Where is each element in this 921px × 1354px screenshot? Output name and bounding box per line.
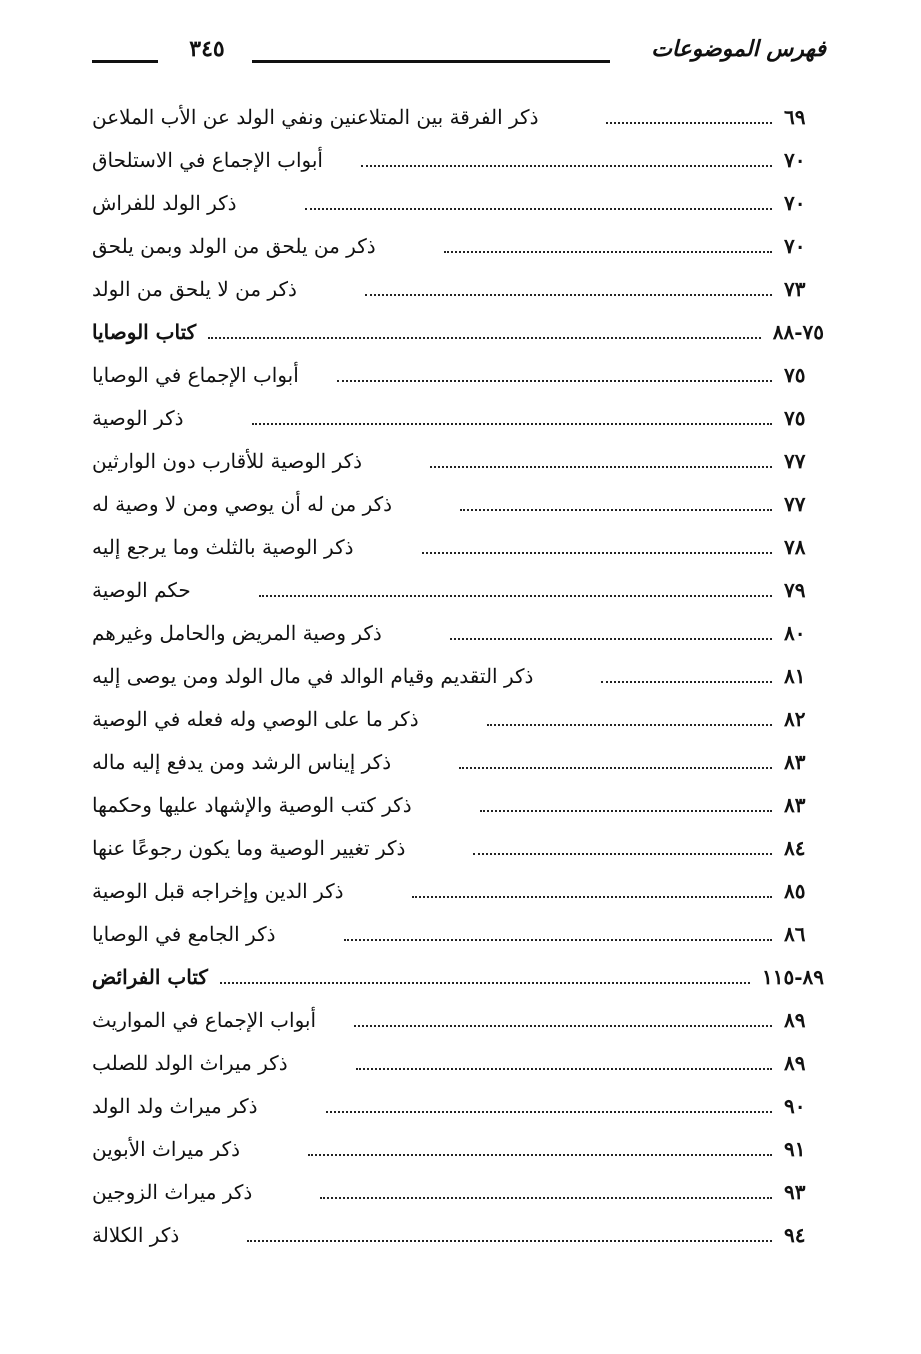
toc-entry (92, 870, 824, 913)
toc-entry-title: كتاب الوصايا (92, 320, 197, 344)
toc-entry-page: ٨٦ (784, 922, 806, 946)
toc-entry (92, 741, 824, 784)
dot-leader (326, 1111, 772, 1113)
toc-book-heading (92, 311, 824, 354)
toc-book-heading (92, 956, 824, 999)
toc-entry-title: ذكر كتب الوصية والإشهاد عليها وحكمها (92, 793, 412, 817)
toc-entry-page: ٧٣ (784, 277, 806, 301)
toc-entry-title: ذكر ما على الوصي وله فعله في الوصية (92, 707, 419, 731)
dot-leader (444, 251, 772, 253)
toc-entry-page: ٨١ (784, 664, 806, 688)
toc-entry-title: ذكر الكلالة (92, 1223, 180, 1247)
dot-leader (305, 208, 772, 210)
header-rule-left (92, 60, 158, 63)
dot-leader (422, 552, 772, 554)
toc-entry-page: ٨٩-١١٥ (761, 965, 824, 989)
toc-entry-page: ٧٨ (784, 535, 806, 559)
toc-entry-title: ذكر الوصية (92, 406, 184, 430)
toc-entry-page: ٨٢ (784, 707, 806, 731)
dot-leader (308, 1154, 772, 1156)
toc-entry-title: ذكر الجامع في الوصايا (92, 922, 276, 946)
dot-leader (606, 122, 772, 124)
toc-entry-title: كتاب الفرائض (92, 965, 208, 989)
dot-leader (460, 509, 772, 511)
toc-entry (92, 827, 824, 870)
dot-leader (450, 638, 772, 640)
dot-leader (252, 423, 772, 425)
dot-leader (356, 1068, 772, 1070)
dot-leader (259, 595, 772, 597)
toc-entry (92, 569, 824, 612)
toc-entry (92, 225, 824, 268)
dot-leader (601, 681, 772, 683)
page-number: ٣٤٥ (189, 36, 225, 62)
toc-entry-page: ٨٣ (784, 750, 806, 774)
toc-entry-title: ذكر الوصية بالثلث وما يرجع إليه (92, 535, 354, 559)
toc-entry-page: ٨٤ (784, 836, 806, 860)
dot-leader (412, 896, 772, 898)
toc-entry-title: ذكر من لا يلحق من الولد (92, 277, 297, 301)
toc-entry-title: أبواب الإجماع في الوصايا (92, 363, 299, 387)
toc-entry (92, 1042, 824, 1085)
page-header (92, 36, 826, 76)
toc-entry-page: ٨٣ (784, 793, 806, 817)
toc-entry-page: ٩١ (784, 1137, 806, 1161)
toc-entry (92, 397, 824, 440)
toc-entry (92, 1085, 824, 1128)
toc-entry-page: ٧٩ (784, 578, 806, 602)
toc-entry-title: ذكر التقديم وقيام الوالد في مال الولد ومن يوصى إليه (92, 664, 534, 688)
toc-entry (92, 182, 824, 225)
toc-entry-title: ذكر ميراث الزوجين (92, 1180, 253, 1204)
toc-entry-page: ٧٥ (784, 363, 806, 387)
toc-entry (92, 139, 824, 182)
toc-entry-title: ذكر تغيير الوصية وما يكون رجوعًا عنها (92, 836, 406, 860)
header-rule-right (252, 60, 610, 63)
toc-entry-page: ٧٠ (784, 148, 806, 172)
toc-entry (92, 784, 824, 827)
toc-entry-page: ٨٩ (784, 1008, 806, 1032)
toc-entry-page: ٧٥ (784, 406, 806, 430)
toc-entry-title: ذكر من له أن يوصي ومن لا وصية له (92, 492, 393, 516)
dot-leader (365, 294, 772, 296)
dot-leader (220, 982, 750, 984)
toc-entry (92, 999, 824, 1042)
toc-entry-page: ٦٩ (784, 105, 806, 129)
dot-leader (337, 380, 772, 382)
toc-entry-page: ٧٧ (784, 492, 806, 516)
toc-entry (92, 1214, 824, 1257)
dot-leader (208, 337, 761, 339)
dot-leader (354, 1025, 772, 1027)
toc-entry-page: ٨٥ (784, 879, 806, 903)
running-title: فهرس الموضوعات (651, 36, 826, 62)
toc-entry-page: ٨٩ (784, 1051, 806, 1075)
toc-entry-page: ٩٣ (784, 1180, 806, 1204)
table-of-contents (92, 96, 824, 1257)
toc-entry-title: ذكر من يلحق من الولد وبمن يلحق (92, 234, 376, 258)
dot-leader (344, 939, 773, 941)
toc-entry-title: حكم الوصية (92, 578, 191, 602)
toc-entry-title: أبواب الإجماع في المواريث (92, 1008, 317, 1032)
toc-entry-title: ذكر إيناس الرشد ومن يدفع إليه ماله (92, 750, 392, 774)
dot-leader (473, 853, 772, 855)
toc-entry-title: أبواب الإجماع في الاستلحاق (92, 148, 323, 172)
dot-leader (487, 724, 772, 726)
toc-entry-title: ذكر ميراث الولد للصلب (92, 1051, 288, 1075)
toc-entry-title: ذكر الفرقة بين المتلاعنين ونفي الولد عن الأب الملاعن (92, 105, 539, 129)
dot-leader (480, 810, 772, 812)
toc-entry-page: ٧٥-٨٨ (772, 320, 824, 344)
toc-entry (92, 1128, 824, 1171)
toc-entry-title: ذكر وصية المريض والحامل وغيرهم (92, 621, 382, 645)
toc-entry (92, 698, 824, 741)
dot-leader (430, 466, 772, 468)
toc-entry (92, 1171, 824, 1214)
dot-leader (459, 767, 772, 769)
toc-entry-page: ٩٤ (784, 1223, 806, 1247)
toc-entry (92, 526, 824, 569)
toc-entry-page: ٩٠ (784, 1094, 806, 1118)
toc-entry-title: ذكر الوصية للأقارب دون الوارثين (92, 449, 363, 473)
toc-entry-title: ذكر الدين وإخراجه قبل الوصية (92, 879, 344, 903)
dot-leader (320, 1197, 772, 1199)
toc-entry (92, 96, 824, 139)
toc-entry-page: ٨٠ (784, 621, 806, 645)
toc-entry (92, 612, 824, 655)
toc-entry-title: ذكر ميراث ولد الولد (92, 1094, 258, 1118)
dot-leader (361, 165, 772, 167)
toc-entry-page: ٧٠ (784, 234, 806, 258)
toc-entry-page: ٧٠ (784, 191, 806, 215)
toc-entry-title: ذكر الولد للفراش (92, 191, 237, 215)
toc-entry (92, 268, 824, 311)
toc-entry-title: ذكر ميراث الأبوين (92, 1137, 240, 1161)
toc-entry (92, 655, 824, 698)
toc-entry-page: ٧٧ (784, 449, 806, 473)
toc-entry (92, 483, 824, 526)
toc-entry (92, 354, 824, 397)
dot-leader (247, 1240, 772, 1242)
toc-entry (92, 440, 824, 483)
toc-entry (92, 913, 824, 956)
